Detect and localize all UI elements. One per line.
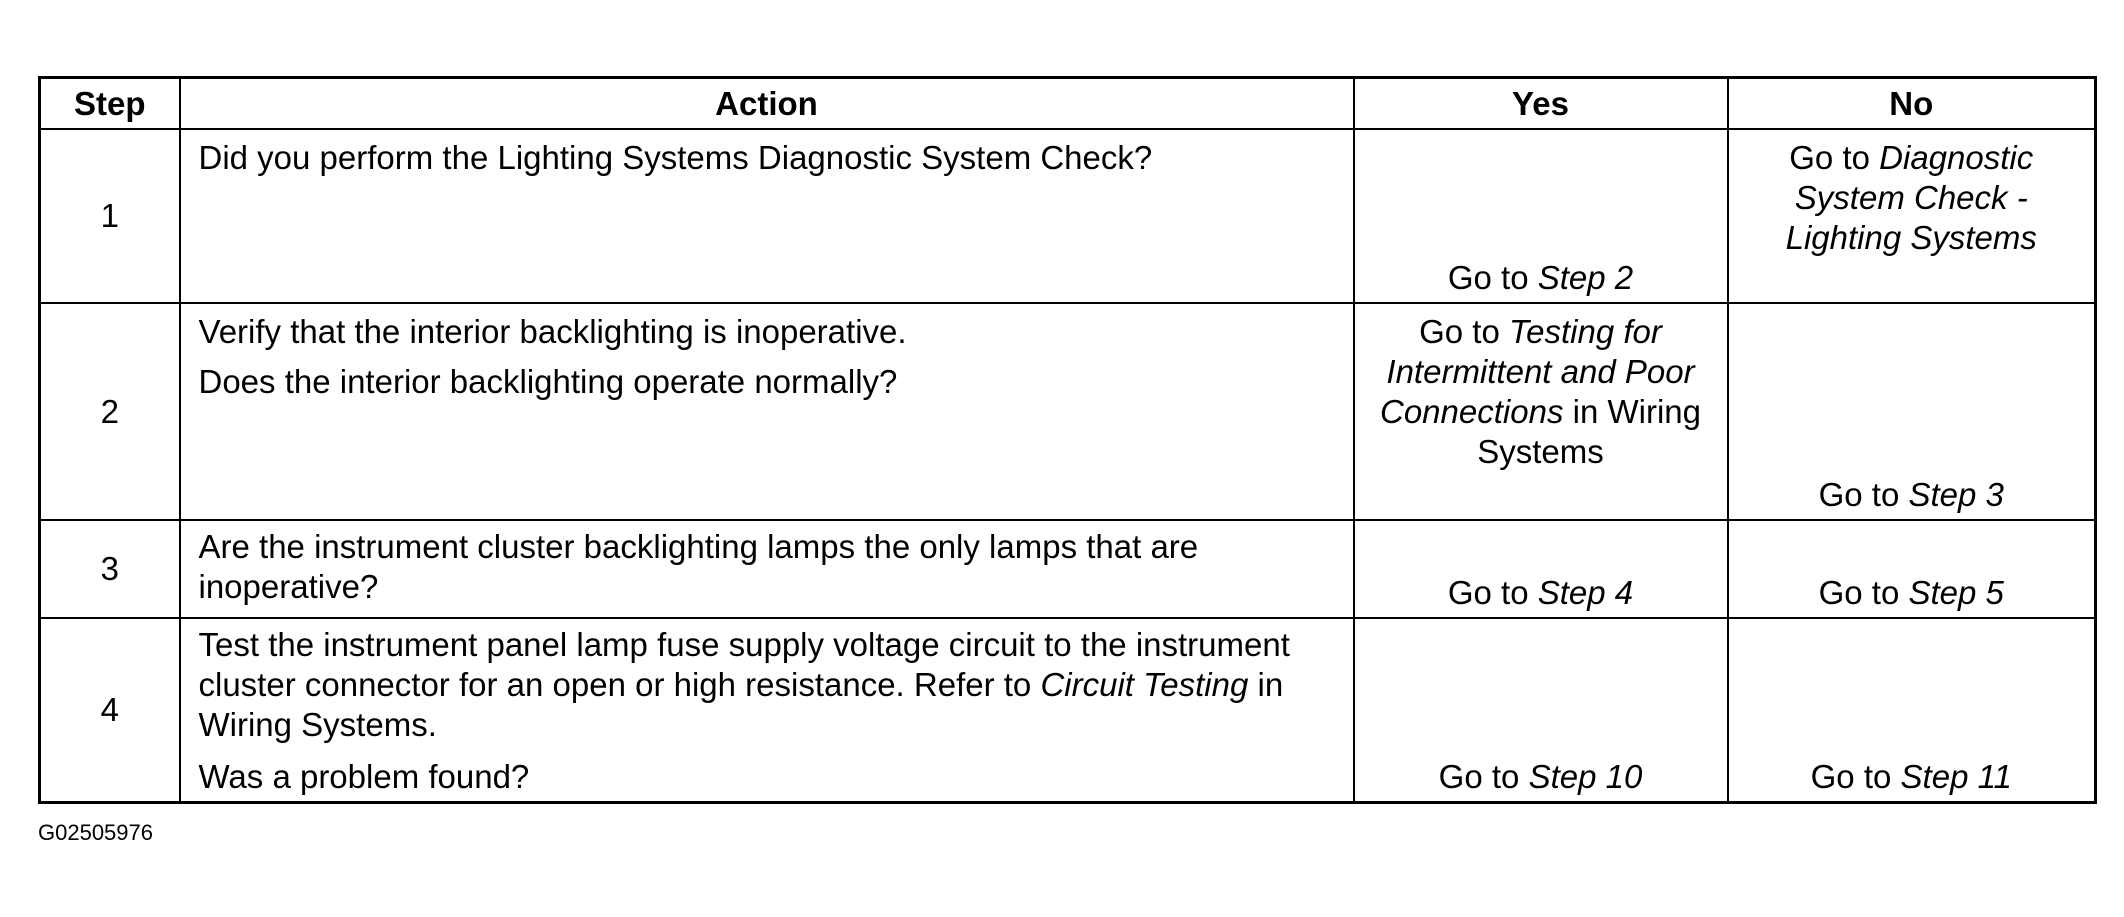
action-procedure-ref: Circuit Testing — [1040, 666, 1249, 703]
no-cell — [1728, 129, 2096, 303]
yes-prefix: Go to — [1447, 259, 1538, 296]
header-yes: Yes — [1354, 78, 1728, 130]
no-step-ref: Step 11 — [1900, 758, 2012, 795]
yes-step-ref: Step 2 — [1537, 259, 1634, 296]
action-question: Does the interior backlighting operate normally? — [198, 363, 898, 400]
header-action: Action — [180, 78, 1354, 130]
action-cell — [180, 520, 1354, 618]
yes-cell — [1354, 129, 1728, 303]
action-cell — [180, 618, 1354, 803]
no-prefix: Go to — [1810, 758, 1901, 795]
table-row — [40, 129, 2096, 303]
step-number: 2 — [40, 303, 180, 520]
yes-step-ref: Step 10 — [1528, 758, 1643, 795]
no-prefix: Go to — [1789, 139, 1880, 176]
yes-cell — [1354, 303, 1728, 520]
yes-prefix: Go to — [1438, 758, 1529, 795]
step-number: 4 — [40, 618, 180, 803]
yes-prefix: Go to — [1447, 574, 1538, 611]
action-question: Are the instrument cluster backlighting lamps the only lamps that are inoperative? — [198, 528, 1199, 605]
yes-procedure-ref: Testing for Intermittent and Poor Connections — [1380, 313, 1695, 430]
yes-instruction — [1355, 304, 1727, 472]
no-cell — [1728, 520, 2096, 618]
action-text-body: Test the instrument panel lamp fuse supply voltage circuit to the instrument cluster connector for an open or high resistance. Refer to — [198, 626, 1290, 703]
no-cell — [1728, 303, 2096, 520]
header-step: Step — [40, 78, 180, 130]
action-text — [181, 619, 1353, 745]
table-header-row — [40, 78, 2096, 130]
yes-instruction — [1355, 757, 1727, 797]
yes-suffix: in Wiring Systems — [1477, 393, 1701, 470]
action-text-suffix: in Wiring Systems. — [198, 666, 1284, 743]
header-no: No — [1728, 78, 2096, 130]
table-row — [40, 303, 2096, 520]
action-cell — [180, 129, 1354, 303]
yes-prefix: Go to — [1419, 313, 1509, 350]
action-text: Verify that the interior backlighting is inoperative. — [198, 313, 907, 350]
step-number: 1 — [40, 129, 180, 303]
step-number: 3 — [40, 520, 180, 618]
no-step-ref: Step 5 — [1908, 574, 2004, 611]
yes-instruction — [1355, 258, 1727, 298]
action-text: Did you perform the Lighting Systems Diagnostic System Check? — [198, 139, 1153, 176]
no-cell — [1728, 618, 2096, 803]
action-question: Was a problem found? — [198, 758, 530, 795]
table-row — [40, 520, 2096, 618]
no-procedure-ref: Diagnostic System Check - Lighting Systems — [1785, 139, 2037, 256]
no-instruction — [1729, 573, 2095, 613]
no-step-ref: Step 3 — [1908, 476, 2004, 513]
action-cell — [180, 303, 1354, 520]
diagnostic-table — [38, 76, 2097, 804]
no-prefix: Go to — [1818, 574, 1909, 611]
no-instruction — [1729, 757, 2095, 797]
no-instruction — [1729, 130, 2095, 258]
yes-cell — [1354, 618, 1728, 803]
yes-step-ref: Step 4 — [1537, 574, 1634, 611]
yes-cell — [1354, 520, 1728, 618]
yes-instruction — [1355, 573, 1727, 613]
no-prefix: Go to — [1818, 476, 1909, 513]
table-row — [40, 618, 2096, 803]
figure-id: G02505976 — [38, 820, 153, 845]
no-instruction — [1729, 475, 2095, 515]
